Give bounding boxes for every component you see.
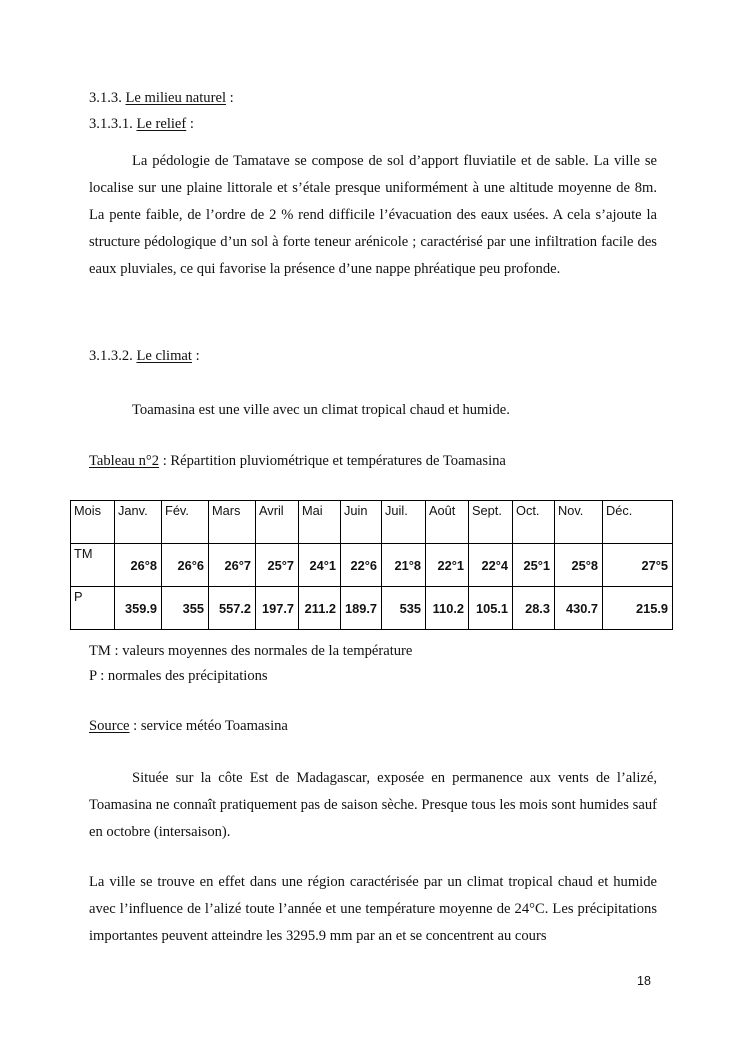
header-cell: Mars bbox=[209, 501, 256, 544]
legend-tm: TM : valeurs moyennes des normales de la température bbox=[89, 643, 413, 659]
heading-suffix: : bbox=[226, 90, 234, 106]
heading-suffix: : bbox=[191, 348, 200, 364]
page-number: 18 bbox=[637, 974, 651, 988]
table-cell: 211.2 bbox=[299, 587, 341, 630]
table-cell: 25°7 bbox=[256, 544, 299, 587]
table-row-p bbox=[71, 587, 673, 630]
header-cell: Juil. bbox=[382, 501, 426, 544]
header-cell: Mai bbox=[299, 501, 341, 544]
table-cell: 215.9 bbox=[603, 587, 673, 630]
table-header-row bbox=[71, 501, 673, 544]
header-cell: Sept. bbox=[469, 501, 513, 544]
table-cell: 26°6 bbox=[162, 544, 209, 587]
heading-title: Le milieu naturel bbox=[125, 90, 226, 106]
table-row-tm bbox=[71, 544, 673, 587]
table-cell: 26°7 bbox=[209, 544, 256, 587]
heading-number: 3.1.3.2. bbox=[89, 348, 133, 364]
header-cell: Juin bbox=[341, 501, 382, 544]
paragraph-text: Toamasina est une ville avec un climat tropical chaud et humide. bbox=[132, 402, 510, 418]
header-cell: Janv. bbox=[115, 501, 162, 544]
paragraph-climat bbox=[89, 397, 657, 424]
header-cell: Mois bbox=[71, 501, 115, 544]
legend-p: P : normales des précipitations bbox=[89, 668, 268, 684]
heading-title: Le relief bbox=[136, 116, 187, 132]
table-cell: 355 bbox=[162, 587, 209, 630]
heading-number: 3.1.3. bbox=[89, 90, 122, 106]
heading-suffix: : bbox=[186, 116, 194, 132]
header-cell: Août bbox=[426, 501, 469, 544]
paragraph-text: La ville se trouve en effet dans une région caractérisée par un climat tropical chaud et humide avec l’influence de l’alizé toute l’année et une température moyenne de 24°C. Les précipitations importantes peuvent atteindre les 3295.9 mm par an et se concentrent au cours bbox=[89, 874, 657, 944]
heading-title: Le climat bbox=[136, 348, 192, 364]
table-cell: 27°5 bbox=[603, 544, 673, 587]
table-cell: 359.9 bbox=[115, 587, 162, 630]
heading-milieu-naturel bbox=[89, 88, 234, 108]
table-cell: 28.3 bbox=[513, 587, 555, 630]
paragraph-text: Située sur la côte Est de Madagascar, exposée en permanence aux vents de l’alizé, Toamasina ne connaît pratiquement pas de saison sèche. Presque tous les mois sont humides sauf en octobre (intersaison). bbox=[89, 770, 657, 840]
heading-climat bbox=[89, 346, 200, 366]
table-cell: 535 bbox=[382, 587, 426, 630]
paragraph-text: La pédologie de Tamatave se compose de sol d’apport fluviatile et de sable. La ville se localise sur une plaine littorale et s’étale presque uniformément à une altitude moyenne de 8m. La pente faible, de l’ordre de 2 % rend difficile l’évacuation des eaux usées. A cela s’ajoute la structure pédologique d’un sol à forte teneur arénicole ; caractérisé par une infiltration facile des eaux pluviales, ce qui favorise la présence d’une nappe phréatique peu profonde. bbox=[89, 153, 657, 277]
caption-text: : Répartition pluviométrique et températures de Toamasina bbox=[159, 453, 506, 469]
table-cell: 25°8 bbox=[555, 544, 603, 587]
table-cell: 22°6 bbox=[341, 544, 382, 587]
heading-relief bbox=[89, 114, 194, 134]
table-cell: 110.2 bbox=[426, 587, 469, 630]
source-label: Source bbox=[89, 718, 130, 734]
climate-table bbox=[70, 500, 673, 630]
table-cell: 21°8 bbox=[382, 544, 426, 587]
heading-number: 3.1.3.1. bbox=[89, 116, 133, 132]
table-cell: 430.7 bbox=[555, 587, 603, 630]
header-cell: Avril bbox=[256, 501, 299, 544]
row-label: TM bbox=[71, 544, 115, 587]
table-source bbox=[89, 716, 288, 736]
table-cell: 22°4 bbox=[469, 544, 513, 587]
paragraph-ville bbox=[89, 869, 657, 950]
table-cell: 557.2 bbox=[209, 587, 256, 630]
table-cell: 105.1 bbox=[469, 587, 513, 630]
header-cell: Fév. bbox=[162, 501, 209, 544]
table-cell: 197.7 bbox=[256, 587, 299, 630]
header-cell: Déc. bbox=[603, 501, 673, 544]
header-cell: Oct. bbox=[513, 501, 555, 544]
header-cell: Nov. bbox=[555, 501, 603, 544]
source-text: : service météo Toamasina bbox=[129, 718, 288, 734]
table-cell: 26°8 bbox=[115, 544, 162, 587]
table-caption bbox=[89, 451, 506, 471]
paragraph-situee bbox=[89, 765, 657, 846]
paragraph-relief bbox=[89, 148, 657, 283]
table-cell: 24°1 bbox=[299, 544, 341, 587]
caption-label: Tableau n°2 bbox=[89, 453, 160, 469]
table-cell: 22°1 bbox=[426, 544, 469, 587]
table-cell: 189.7 bbox=[341, 587, 382, 630]
table-cell: 25°1 bbox=[513, 544, 555, 587]
row-label: P bbox=[71, 587, 115, 630]
